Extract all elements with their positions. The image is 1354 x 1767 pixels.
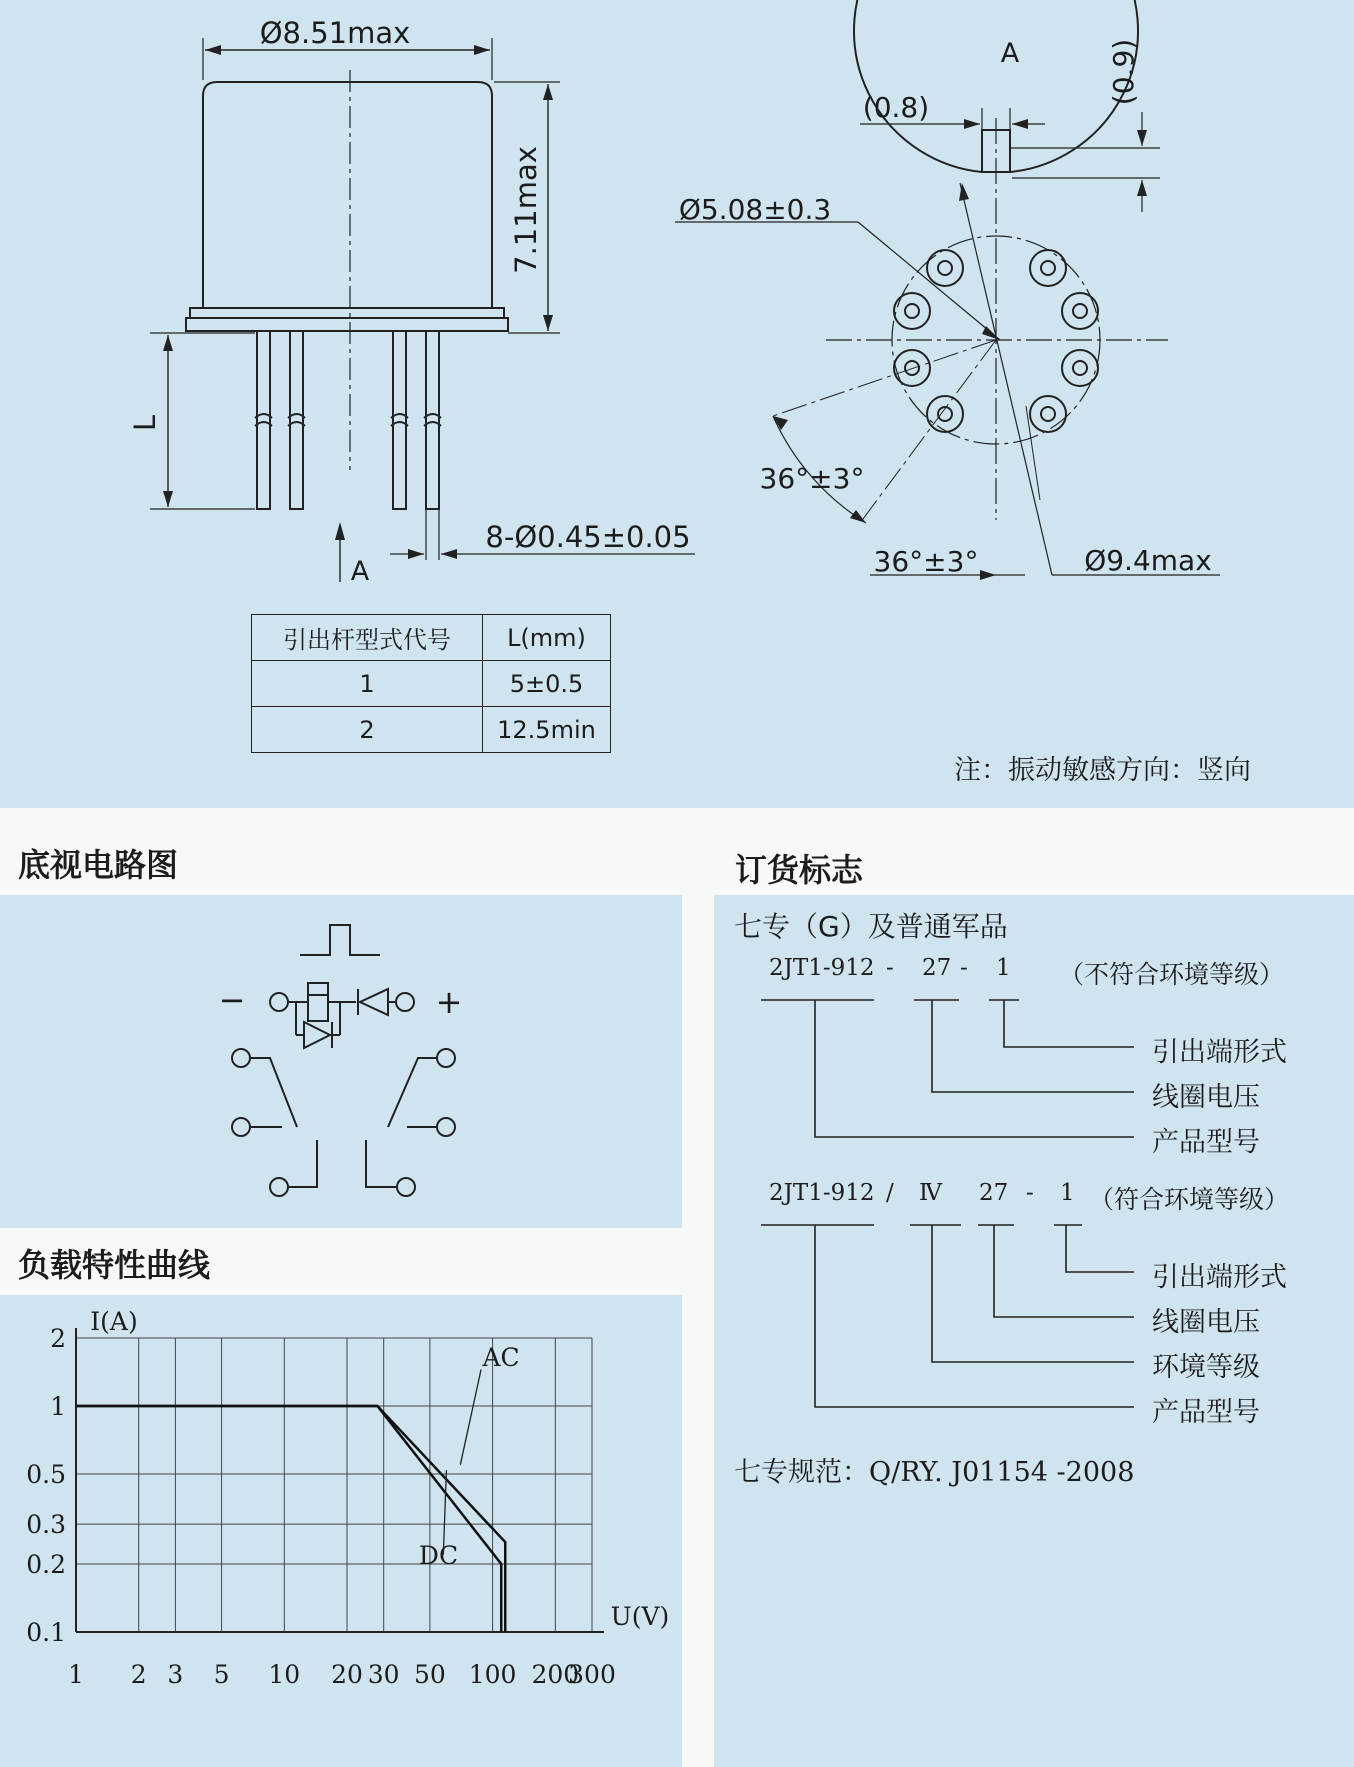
order1-note: （不符合环境等级） xyxy=(1059,960,1285,989)
x-tick-label: 200 xyxy=(531,1660,580,1689)
ac-leader xyxy=(460,1370,481,1465)
order2-label-env: 环境等级 xyxy=(1152,1352,1260,1383)
table-header-cell: 引出杆型式代号 xyxy=(252,615,483,661)
x-tick-label: 10 xyxy=(268,1660,301,1689)
table-header-row xyxy=(252,615,611,661)
order-panel xyxy=(714,895,1354,1767)
order1-sep2: - xyxy=(960,955,968,981)
x-tick-label: 50 xyxy=(413,1660,446,1689)
order2-lead: 1 xyxy=(1060,1180,1075,1206)
vibration-note: 注：振动敏感方向：竖向 xyxy=(954,755,1251,786)
circuit-minus: − xyxy=(218,981,246,1019)
dim-pitch-circle: Ø5.08±0.3 xyxy=(678,193,832,226)
dim-leads: 8-Ø0.45±0.05 xyxy=(485,520,691,554)
dim-outer: Ø9.4max xyxy=(1084,544,1212,577)
order2-label-model: 产品型号 xyxy=(1152,1397,1260,1428)
dim-angle-1: 36°±3° xyxy=(759,462,865,495)
series-line-dc xyxy=(76,1406,501,1632)
x-tick-label: 100 xyxy=(468,1660,517,1689)
order2-label-voltage: 线圈电压 xyxy=(1152,1307,1260,1338)
order2-model: 2JT1-912 xyxy=(769,1180,875,1206)
order-spec: 七专规范：Q/RY. J01154 -2008 xyxy=(734,1457,1135,1488)
order1-sep1: - xyxy=(886,955,894,981)
table-cell: 1 xyxy=(252,661,483,707)
load-curve-panel xyxy=(0,1295,682,1767)
dim-tab-height: (0.9) xyxy=(1107,38,1140,106)
y-tick-label: 0.1 xyxy=(26,1618,66,1647)
table-cell: 2 xyxy=(252,707,483,753)
order1-label-lead: 引出端形式 xyxy=(1152,1037,1287,1068)
order-title: 订货标志 xyxy=(735,851,864,889)
table-cell: 12.5min xyxy=(483,707,611,753)
x-tick-label: 1 xyxy=(68,1660,84,1689)
outline-drawing-panel xyxy=(0,0,1354,808)
order2-env: Ⅳ xyxy=(919,1180,942,1206)
x-tick-label: 300 xyxy=(568,1660,616,1689)
order1-lead: 1 xyxy=(996,955,1011,981)
y-axis-label: I(A) xyxy=(90,1307,138,1336)
circuit-title: 底视电路图 xyxy=(18,846,179,884)
order2-sep1: / xyxy=(886,1180,894,1206)
order2-sep2: - xyxy=(1026,1180,1034,1206)
series-label-ac: AC xyxy=(482,1343,520,1373)
x-tick-label: 2 xyxy=(130,1660,147,1689)
circuit-panel xyxy=(0,895,682,1228)
dim-angle-2: 36°±3° xyxy=(873,545,979,578)
dim-tab-width: (0.8) xyxy=(862,91,930,124)
order1-label-model: 产品型号 xyxy=(1152,1127,1260,1158)
x-tick-label: 20 xyxy=(331,1660,363,1689)
dim-height: 7.11max xyxy=(509,146,543,274)
order1-voltage: 27 xyxy=(922,955,952,981)
table-row xyxy=(252,661,611,707)
order2-note: （符合环境等级） xyxy=(1089,1185,1290,1214)
series-line-ac xyxy=(76,1406,505,1632)
series-label-dc: DC xyxy=(418,1540,459,1570)
x-tick-label: 3 xyxy=(167,1660,184,1689)
y-tick-label: 2 xyxy=(50,1324,66,1353)
dim-diameter: Ø8.51max xyxy=(259,16,411,50)
x-tick-label: 5 xyxy=(213,1660,230,1689)
x-tick-label: 30 xyxy=(367,1660,400,1689)
y-tick-label: 0.3 xyxy=(26,1510,66,1540)
table-row xyxy=(252,707,611,753)
circuit-plus: + xyxy=(435,983,463,1021)
circuit-diagram xyxy=(0,895,682,1228)
order2-voltage: 27 xyxy=(979,1180,1009,1206)
order-code-leaders xyxy=(714,895,1354,1495)
table-cell: 5±0.5 xyxy=(483,661,611,707)
y-tick-label: 1 xyxy=(50,1392,66,1422)
order-subtitle: 七专（G）及普通军品 xyxy=(734,910,1008,943)
lead-type-table xyxy=(251,614,611,753)
outline-drawing xyxy=(0,0,1354,808)
x-axis-label: U(V) xyxy=(610,1602,670,1631)
y-tick-label: 0.2 xyxy=(26,1549,66,1579)
load-curve-chart xyxy=(0,1295,682,1767)
section-marker-bottom: A xyxy=(350,556,370,587)
order1-label-voltage: 线圈电压 xyxy=(1152,1082,1260,1113)
order1-model: 2JT1-912 xyxy=(769,955,875,981)
table-header-cell: L(mm) xyxy=(483,615,611,661)
load-curve-title: 负载特性曲线 xyxy=(18,1246,211,1284)
dim-lead-length: L xyxy=(128,414,162,432)
section-marker-top: A xyxy=(1000,38,1020,69)
order2-label-lead: 引出端形式 xyxy=(1152,1262,1287,1293)
y-tick-label: 0.5 xyxy=(26,1460,66,1490)
